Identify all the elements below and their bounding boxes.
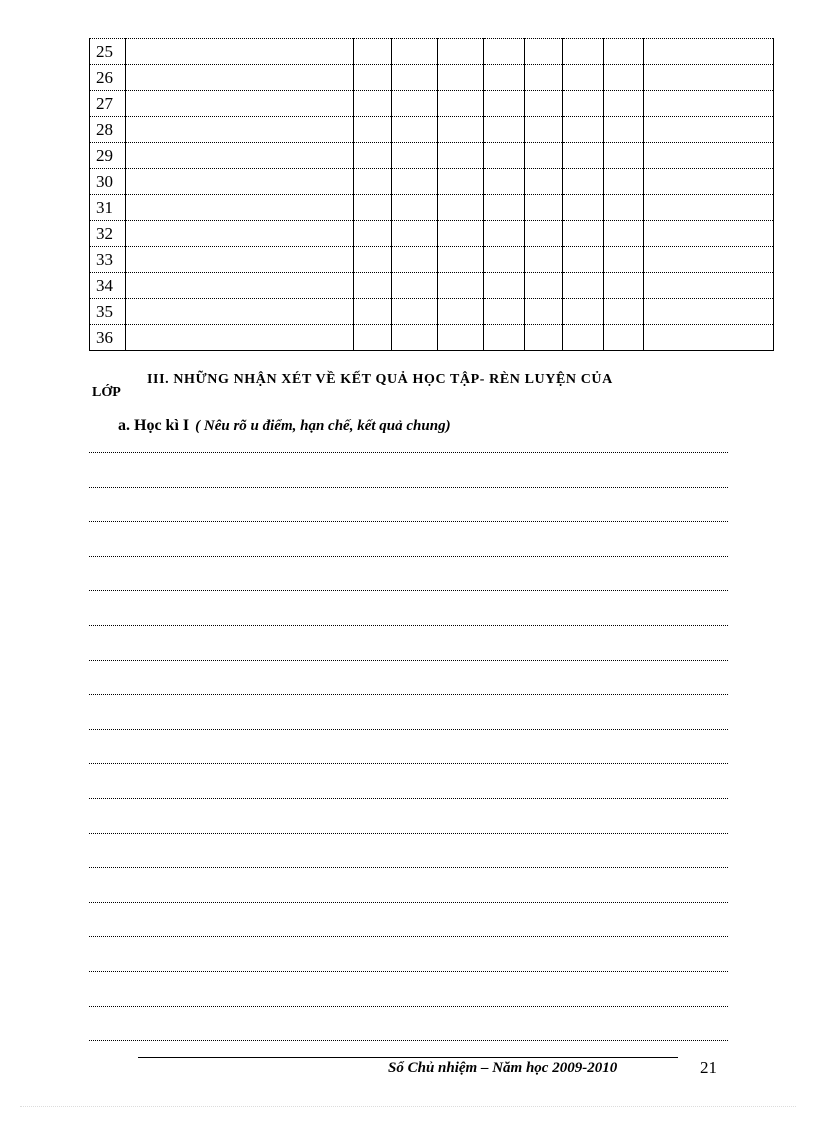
table-cell[interactable]: [484, 221, 525, 247]
table-cell[interactable]: [525, 65, 563, 91]
row-number: 27: [90, 91, 126, 117]
table-cell[interactable]: [354, 195, 392, 221]
writing-line[interactable]: [89, 798, 728, 799]
table-cell[interactable]: [126, 247, 354, 273]
table-cell[interactable]: [604, 91, 644, 117]
table-cell[interactable]: [563, 117, 604, 143]
table-cell[interactable]: [438, 91, 484, 117]
table-row: [90, 169, 774, 195]
writing-line[interactable]: [89, 694, 728, 695]
table-cell[interactable]: [644, 325, 774, 351]
page-border: [20, 1106, 796, 1107]
table-cell[interactable]: [525, 91, 563, 117]
writing-line[interactable]: [89, 1006, 728, 1007]
table-cell[interactable]: [392, 273, 438, 299]
table-cell[interactable]: [354, 325, 392, 351]
table-cell[interactable]: [126, 143, 354, 169]
table-cell[interactable]: [563, 39, 604, 65]
table-cell[interactable]: [438, 143, 484, 169]
table-cell[interactable]: [604, 143, 644, 169]
table-row: [90, 325, 774, 351]
writing-line[interactable]: [89, 1040, 728, 1041]
row-number: 25: [90, 39, 126, 65]
table-cell[interactable]: [644, 247, 774, 273]
table-cell[interactable]: [354, 117, 392, 143]
table-cell[interactable]: [563, 91, 604, 117]
table-cell[interactable]: [354, 221, 392, 247]
table-cell[interactable]: [126, 91, 354, 117]
table-cell[interactable]: [484, 299, 525, 325]
table-row: [90, 65, 774, 91]
table-row: [90, 195, 774, 221]
table-cell[interactable]: [644, 39, 774, 65]
table-cell[interactable]: [126, 273, 354, 299]
table-cell[interactable]: [126, 65, 354, 91]
table-cell[interactable]: [563, 325, 604, 351]
writing-line[interactable]: [89, 902, 728, 903]
table-cell[interactable]: [644, 91, 774, 117]
writing-line[interactable]: [89, 867, 728, 868]
footer-title: Sổ Chủ nhiệm – Năm học 2009-2010: [388, 1060, 618, 1076]
table-cell[interactable]: [525, 299, 563, 325]
writing-line[interactable]: [89, 763, 728, 764]
row-number: 30: [90, 169, 126, 195]
table-cell[interactable]: [525, 39, 563, 65]
table-cell[interactable]: [644, 221, 774, 247]
table-cell[interactable]: [644, 299, 774, 325]
page-number: 21: [700, 1058, 717, 1077]
table-cell[interactable]: [392, 247, 438, 273]
table-cell[interactable]: [525, 273, 563, 299]
table-cell[interactable]: [438, 39, 484, 65]
table-cell[interactable]: [392, 143, 438, 169]
semester-heading: [118, 417, 451, 435]
table-cell[interactable]: [604, 221, 644, 247]
table-cell[interactable]: [525, 221, 563, 247]
section-title: III. NHỮNG NHẬN XÉT VỀ KẾT QUẢ HỌC TẬP- RÈN LUYỆN CỦA: [147, 372, 613, 387]
table-cell[interactable]: [354, 299, 392, 325]
writing-line[interactable]: [89, 971, 728, 972]
table-row: [90, 273, 774, 299]
writing-line[interactable]: [89, 452, 728, 453]
table-cell[interactable]: [604, 325, 644, 351]
table-cell[interactable]: [438, 195, 484, 221]
table-cell[interactable]: [525, 247, 563, 273]
table-cell[interactable]: [438, 117, 484, 143]
table-cell[interactable]: [563, 221, 604, 247]
row-number: 33: [90, 247, 126, 273]
semester-hint: ( Nêu rõ u điểm, hạn chế, kết quả chung): [195, 418, 451, 434]
table-cell[interactable]: [484, 39, 525, 65]
table-cell[interactable]: [563, 273, 604, 299]
table-cell[interactable]: [354, 247, 392, 273]
table-cell[interactable]: [604, 299, 644, 325]
table-row: [90, 91, 774, 117]
table-cell[interactable]: [438, 273, 484, 299]
table-cell[interactable]: [525, 169, 563, 195]
writing-line[interactable]: [89, 590, 728, 591]
footer-rule: [138, 1057, 678, 1058]
table-cell[interactable]: [126, 117, 354, 143]
table-cell[interactable]: [644, 195, 774, 221]
writing-line[interactable]: [89, 936, 728, 937]
table-cell[interactable]: [644, 117, 774, 143]
table-cell[interactable]: [484, 65, 525, 91]
table-row: [90, 117, 774, 143]
table-cell[interactable]: [392, 91, 438, 117]
table-cell[interactable]: [644, 273, 774, 299]
table-cell[interactable]: [525, 195, 563, 221]
student-roster-table: [89, 38, 774, 351]
table-cell[interactable]: [525, 117, 563, 143]
writing-line[interactable]: [89, 521, 728, 522]
table-cell[interactable]: [604, 169, 644, 195]
writing-line[interactable]: [89, 556, 728, 557]
table-cell[interactable]: [392, 221, 438, 247]
table-cell[interactable]: [392, 325, 438, 351]
writing-line[interactable]: [89, 660, 728, 661]
table-cell[interactable]: [126, 221, 354, 247]
writing-line[interactable]: [89, 487, 728, 488]
table-cell[interactable]: [604, 195, 644, 221]
row-number: 31: [90, 195, 126, 221]
table-cell[interactable]: [644, 65, 774, 91]
table-cell[interactable]: [438, 299, 484, 325]
table-cell[interactable]: [484, 273, 525, 299]
table-cell[interactable]: [563, 65, 604, 91]
table-cell[interactable]: [604, 247, 644, 273]
semester-label: a. Học kì I: [118, 417, 190, 434]
table-cell[interactable]: [484, 143, 525, 169]
table-cell[interactable]: [438, 325, 484, 351]
table-cell[interactable]: [525, 143, 563, 169]
table-cell[interactable]: [392, 195, 438, 221]
table-cell[interactable]: [563, 247, 604, 273]
table-cell[interactable]: [392, 39, 438, 65]
table-cell[interactable]: [126, 169, 354, 195]
table-row: [90, 221, 774, 247]
table-cell[interactable]: [604, 39, 644, 65]
table-cell[interactable]: [126, 325, 354, 351]
table-cell[interactable]: [126, 39, 354, 65]
table-cell[interactable]: [484, 325, 525, 351]
table-cell[interactable]: [604, 117, 644, 143]
table-row: [90, 247, 774, 273]
roster-body: [90, 39, 774, 351]
table-cell[interactable]: [354, 39, 392, 65]
table-cell[interactable]: [644, 169, 774, 195]
table-cell[interactable]: [438, 65, 484, 91]
table-cell[interactable]: [392, 65, 438, 91]
table-cell[interactable]: [563, 299, 604, 325]
row-number: 35: [90, 299, 126, 325]
table-cell[interactable]: [484, 91, 525, 117]
writing-line[interactable]: [89, 625, 728, 626]
table-row: [90, 143, 774, 169]
table-cell[interactable]: [604, 273, 644, 299]
table-cell[interactable]: [392, 117, 438, 143]
table-cell[interactable]: [563, 195, 604, 221]
row-number: 26: [90, 65, 126, 91]
table-cell[interactable]: [126, 299, 354, 325]
section-title-continuation: LỚP: [92, 385, 121, 400]
table-cell[interactable]: [392, 299, 438, 325]
row-number: 34: [90, 273, 126, 299]
table-cell[interactable]: [484, 169, 525, 195]
table-cell[interactable]: [484, 247, 525, 273]
writing-line[interactable]: [89, 833, 728, 834]
table-row: [90, 299, 774, 325]
table-cell[interactable]: [354, 143, 392, 169]
table-cell[interactable]: [604, 65, 644, 91]
writing-line[interactable]: [89, 729, 728, 730]
table-cell[interactable]: [126, 195, 354, 221]
table-cell[interactable]: [354, 65, 392, 91]
table-cell[interactable]: [354, 273, 392, 299]
table-cell[interactable]: [392, 169, 438, 195]
row-number: 32: [90, 221, 126, 247]
table-cell[interactable]: [438, 247, 484, 273]
row-number: 36: [90, 325, 126, 351]
table-cell[interactable]: [563, 169, 604, 195]
table-cell[interactable]: [563, 143, 604, 169]
table-cell[interactable]: [438, 221, 484, 247]
table-row: [90, 39, 774, 65]
table-cell[interactable]: [354, 91, 392, 117]
table-cell[interactable]: [354, 169, 392, 195]
row-number: 28: [90, 117, 126, 143]
table-cell[interactable]: [438, 169, 484, 195]
table-cell[interactable]: [484, 117, 525, 143]
table-cell[interactable]: [644, 143, 774, 169]
table-cell[interactable]: [484, 195, 525, 221]
row-number: 29: [90, 143, 126, 169]
table-cell[interactable]: [525, 325, 563, 351]
